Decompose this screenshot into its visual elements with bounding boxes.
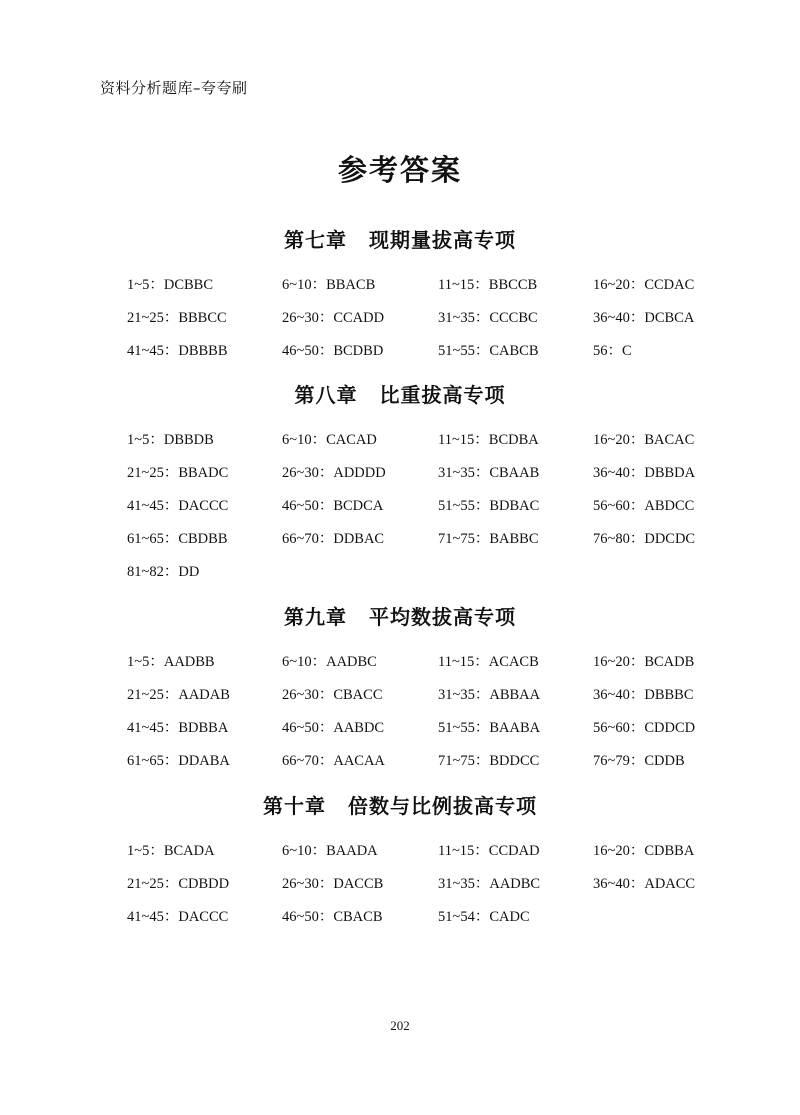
chapter-name: 倍数与比例拔高专项 [348, 794, 537, 818]
chapter-number: 第九章 [284, 605, 347, 629]
answer-row [0, 841, 800, 874]
answer-row [0, 907, 800, 940]
answer-row [0, 685, 800, 718]
chapter-number: 第七章 [284, 228, 347, 252]
answer-grid [0, 430, 800, 595]
chapter-number: 第十章 [263, 794, 326, 818]
answer-grid [0, 841, 800, 940]
chapter-title [0, 225, 800, 255]
running-header: 资料分析题库–夸夸刷 [100, 79, 248, 97]
answer-group: 46~50：AABDC [282, 720, 385, 736]
answer-group: 6~10：AADBC [282, 654, 377, 670]
answer-group: 81~82：DD [127, 564, 200, 580]
answer-group: 21~25：AADAB [127, 687, 230, 703]
answer-row [0, 652, 800, 685]
answer-row [0, 463, 800, 496]
answer-group: 46~50：BCDCA [282, 498, 384, 514]
answer-row [0, 275, 800, 308]
answer-group: 41~45：DBBBB [127, 343, 228, 359]
answer-group: 26~30：CBACC [282, 687, 383, 703]
answer-grid [0, 652, 800, 784]
answer-row [0, 341, 800, 374]
answer-group: 36~40：DCBCA [593, 310, 695, 326]
answer-group: 51~55：BDBAC [438, 498, 540, 514]
answer-group: 1~5：DBBDB [127, 432, 214, 448]
answer-group: 51~55：BAABA [438, 720, 541, 736]
answer-row [0, 529, 800, 562]
answer-group: 11~15：BBCCB [438, 277, 538, 293]
chapter-7 [0, 225, 800, 374]
answer-row [0, 430, 800, 463]
answer-group: 11~15：ACACB [438, 654, 539, 670]
answer-group: 71~75：BABBC [438, 531, 539, 547]
answer-group: 26~30：DACCB [282, 876, 384, 892]
answer-group: 36~40：ADACC [593, 876, 696, 892]
answer-row [0, 718, 800, 751]
answer-row [0, 751, 800, 784]
answer-group: 6~10：BBACB [282, 277, 376, 293]
answer-group: 46~50：BCDBD [282, 343, 384, 359]
answer-group: 51~54：CADC [438, 909, 530, 925]
answer-group: 26~30：ADDDD [282, 465, 386, 481]
answer-group: 66~70：DDBAC [282, 531, 385, 547]
answer-group: 21~25：CDBDD [127, 876, 230, 892]
answer-group: 1~5：DCBBC [127, 277, 214, 293]
chapter-title [0, 380, 800, 410]
chapter-name: 现期量拔高专项 [369, 228, 516, 252]
answer-group: 56：C [593, 343, 632, 359]
chapter-title [0, 791, 800, 821]
chapter-name: 比重拔高专项 [379, 383, 506, 407]
chapter-title [0, 602, 800, 632]
page-title: 参考答案 [337, 153, 462, 187]
chapter-8 [0, 380, 800, 595]
answer-group: 76~80：DDCDC [593, 531, 696, 547]
answer-group: 41~45：DACCC [127, 498, 229, 514]
answer-grid [0, 275, 800, 374]
answer-group: 36~40：DBBBC [593, 687, 694, 703]
answer-group: 1~5：BCADA [127, 843, 215, 859]
answer-group: 16~20：BCADB [593, 654, 695, 670]
answer-group: 56~60：CDDCD [593, 720, 696, 736]
answer-group: 21~25：BBBCC [127, 310, 227, 326]
answer-group: 46~50：CBACB [282, 909, 383, 925]
answer-group: 61~65：DDABA [127, 753, 230, 769]
answer-group: 6~10：CACAD [282, 432, 377, 448]
chapter-number: 第八章 [294, 383, 358, 407]
answer-group: 51~55：CABCB [438, 343, 539, 359]
answer-group: 26~30：CCADD [282, 310, 385, 326]
answer-group: 16~20：CDBBA [593, 843, 695, 859]
answer-row [0, 874, 800, 907]
answer-group: 31~35：CCCBC [438, 310, 538, 326]
answer-group: 76~79：CDDB [593, 753, 685, 769]
answer-group: 31~35：ABBAA [438, 687, 541, 703]
page-number: 202 [390, 1018, 410, 1033]
answer-group: 71~75：BDDCC [438, 753, 540, 769]
answer-group: 6~10：BAADA [282, 843, 378, 859]
chapter-name: 平均数拔高专项 [369, 605, 516, 629]
answer-group: 66~70：AACAA [282, 753, 385, 769]
answer-group: 41~45：BDBBA [127, 720, 229, 736]
answer-group: 11~15：BCDBA [438, 432, 539, 448]
answer-row [0, 562, 800, 595]
answer-group: 1~5：AADBB [127, 654, 215, 670]
answer-group: 36~40：DBBDA [593, 465, 696, 481]
chapter-10 [0, 791, 800, 940]
chapter-9 [0, 602, 800, 784]
answer-group: 21~25：BBADC [127, 465, 229, 481]
answer-group: 11~15：CCDAD [438, 843, 540, 859]
answer-group: 31~35：CBAAB [438, 465, 540, 481]
answer-row [0, 496, 800, 529]
answer-group: 41~45：DACCC [127, 909, 229, 925]
answer-group: 61~65：CBDBB [127, 531, 228, 547]
answer-group: 16~20：BACAC [593, 432, 695, 448]
answer-group: 16~20：CCDAC [593, 277, 695, 293]
answer-row [0, 308, 800, 341]
answer-group: 31~35：AADBC [438, 876, 541, 892]
answer-group: 56~60：ABDCC [593, 498, 695, 514]
